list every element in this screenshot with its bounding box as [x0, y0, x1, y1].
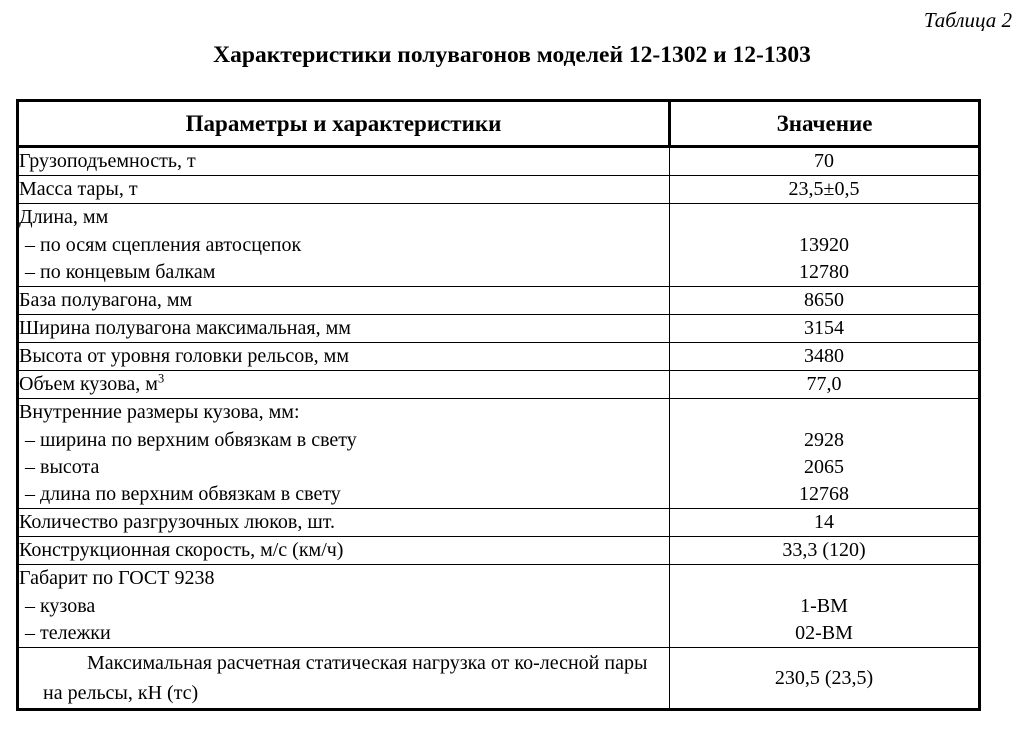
group-sub-value: 12780 — [799, 260, 849, 283]
row-value: 70 — [670, 147, 980, 176]
table-caption: Таблица 2 — [923, 8, 1012, 32]
table-row — [18, 343, 980, 371]
group-sub-value: 1-ВМ — [800, 594, 848, 617]
row-value-group — [670, 565, 980, 648]
group-sub-value: 12768 — [799, 482, 849, 505]
specifications-table — [16, 99, 981, 711]
group-sub-item: – кузова — [25, 595, 96, 617]
group-sub-item: – тележки — [25, 622, 111, 644]
row-value: 33,3 (120) — [670, 537, 980, 565]
row-parameter: База полувагона, мм — [18, 287, 670, 315]
row-value-group — [670, 399, 980, 509]
group-sub-value: 2928 — [804, 428, 844, 451]
row-parameter-group — [18, 204, 670, 287]
row-parameter: Количество разгрузочных люков, шт. — [18, 509, 670, 537]
row-parameter-group — [18, 399, 670, 509]
row-value: 3154 — [670, 315, 980, 343]
table-header-row — [18, 101, 980, 147]
table-row — [18, 509, 980, 537]
table-row — [18, 315, 980, 343]
column-header-value: Значение — [670, 101, 980, 147]
page-title: Характеристики полувагонов моделей 12-1302 и 12-1303 — [213, 42, 811, 68]
group-heading: Внутренние размеры кузова, мм: — [19, 401, 300, 423]
row-parameter: Масса тары, т — [18, 176, 670, 204]
row-value: 230,5 (23,5) — [670, 648, 980, 710]
table-row — [18, 287, 980, 315]
row-value: 77,0 — [670, 371, 980, 399]
table-row — [18, 371, 980, 399]
table-row — [18, 176, 980, 204]
row-value: 8650 — [670, 287, 980, 315]
row-value: 23,5±0,5 — [670, 176, 980, 204]
table-row — [18, 648, 980, 710]
superscript-exponent: 3 — [157, 371, 165, 386]
row-parameter-volume — [18, 371, 670, 399]
group-heading: Габарит по ГОСТ 9238 — [19, 567, 215, 589]
row-parameter: Грузоподъемность, т — [18, 147, 670, 176]
group-sub-value: 13920 — [799, 233, 849, 256]
row-parameter-group — [18, 565, 670, 648]
group-sub-value: 02-ВМ — [795, 621, 853, 644]
row-value: 14 — [670, 509, 980, 537]
group-sub-value: 2065 — [804, 455, 844, 478]
group-sub-item: – ширина по верхним обвязкам в свету — [25, 429, 357, 451]
row-value-group — [670, 204, 980, 287]
row-parameter-text: Объем кузова, м — [19, 373, 158, 395]
group-sub-item: – длина по верхним обвязкам в свету — [25, 483, 341, 505]
table-row — [18, 147, 980, 176]
table-body — [18, 147, 980, 710]
group-sub-item: – высота — [25, 456, 100, 478]
column-header-parameters: Параметры и характеристики — [18, 101, 670, 147]
table-row-group — [18, 204, 980, 287]
group-heading: Длина, мм — [19, 206, 109, 228]
row-parameter: Высота от уровня головки рельсов, мм — [18, 343, 670, 371]
row-parameter: Конструкционная скорость, м/с (км/ч) — [18, 537, 670, 565]
table-row — [18, 537, 980, 565]
table-row-group — [18, 399, 980, 509]
group-sub-item: – по осям сцепления автосцепок — [25, 234, 302, 256]
row-parameter: Ширина полувагона максимальная, мм — [18, 315, 670, 343]
row-parameter: Максимальная расчетная статическая нагрузка от ко-лесной пары на рельсы, кН (тс) — [18, 648, 670, 710]
row-value: 3480 — [670, 343, 980, 371]
group-sub-item: – по концевым балкам — [25, 261, 216, 283]
table-row-group — [18, 565, 980, 648]
